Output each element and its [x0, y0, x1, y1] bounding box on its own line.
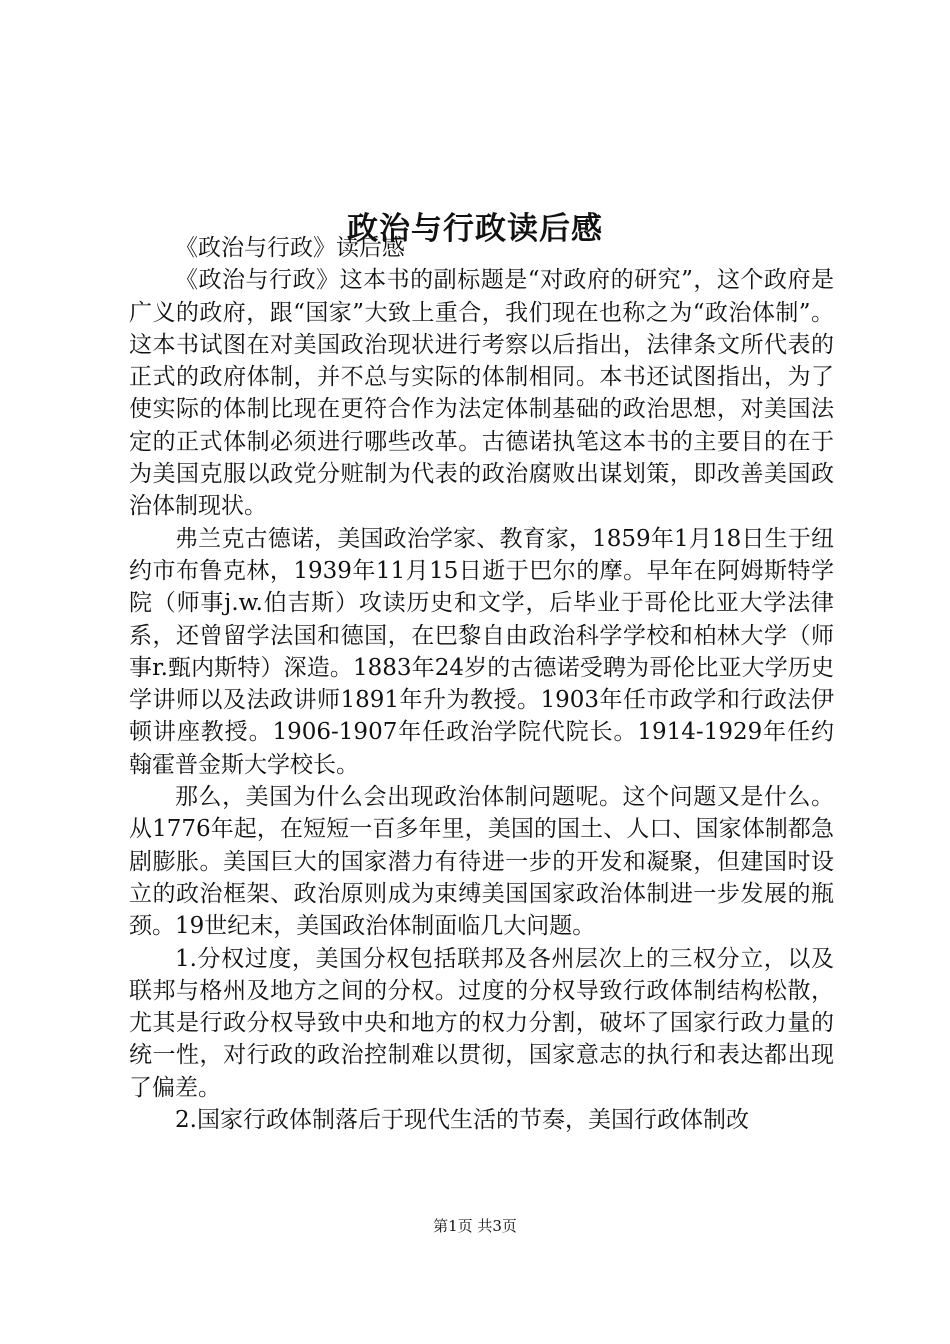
paragraph: 那么，美国为什么会出现政治体制问题呢。这个问题又是什么。从1776年起，在短短一百多年里，美国的国土、人口、国家体制都急剧膨胀。美国巨大的国家潜力有待进一步的开发和凝聚，但建国时设立的政治框架、政治原则成为束缚美国国家政治体制进一步发展的瓶颈。19世纪末，美国政治体制面临几大问题。 — [129, 784, 834, 940]
paragraph: 1.分权过度，美国分权包括联邦及各州层次上的三权分立，以及联邦与格州及地方之间的分权。过度的分权导致行政体制结构松散，尤其是行政分权导致中央和地方的权力分割，破坏了国家行政力量的统一性，对行政的政治控制难以贯彻，国家意志的执行和表达都出现了偏差。 — [129, 945, 834, 1101]
paragraph: 2.国家行政体制落后于现代生活的节奏，美国行政体制改 — [175, 1107, 749, 1134]
paragraph: 弗兰克古德诺，美国政治学家、教育家，1859年1月18日生于纽约市布鲁克林，1939年11月15日逝于巴尔的摩。早年在阿姆斯特学院（师事j.w.伯吉斯）攻读历史和文学，后毕业于哥伦比亚大学法律系，还曾留学法国和德国，在巴黎自由政治科学学校和柏林大学（师事r.甄内斯特）深造。1883年24岁的古德诺受聘为哥伦比亚大学历史学讲师以及法政讲师1891年升为教授。1903年任市政学和行政法伊顿讲座教授。1906-1907年任政治学院代院长。1914-1929年任约翰霍普金斯大学校长。 — [129, 525, 834, 778]
document-title: 政治与行政读后感 — [347, 210, 603, 247]
paragraph: 《政治与行政》这本书的副标题是“对政府的研究”，这个政府是广义的政府，跟“国家”大致上重合，我们现在也称之为“政治体制”。这本书试图在对美国政治现状进行考察以后指出，法律条文所代表的正式的政府体制，并不总与实际的体制相同。本书还试图指出，为了使实际的体制比现在更符合作为法定体制基础的政治思想，对美国法定的正式体制必须进行哪些改革。古德诺执笔这本书的主要目的在于为美国克服以政党分赃制为代表的政治腐败出谋划策，即改善美国政治体制现状。 — [129, 267, 834, 520]
paragraph-heading: 《政治与行政》读后感 — [175, 235, 405, 261]
page-footer: 第1页 共3页 — [433, 1217, 517, 1235]
document-body — [129, 232, 834, 1136]
